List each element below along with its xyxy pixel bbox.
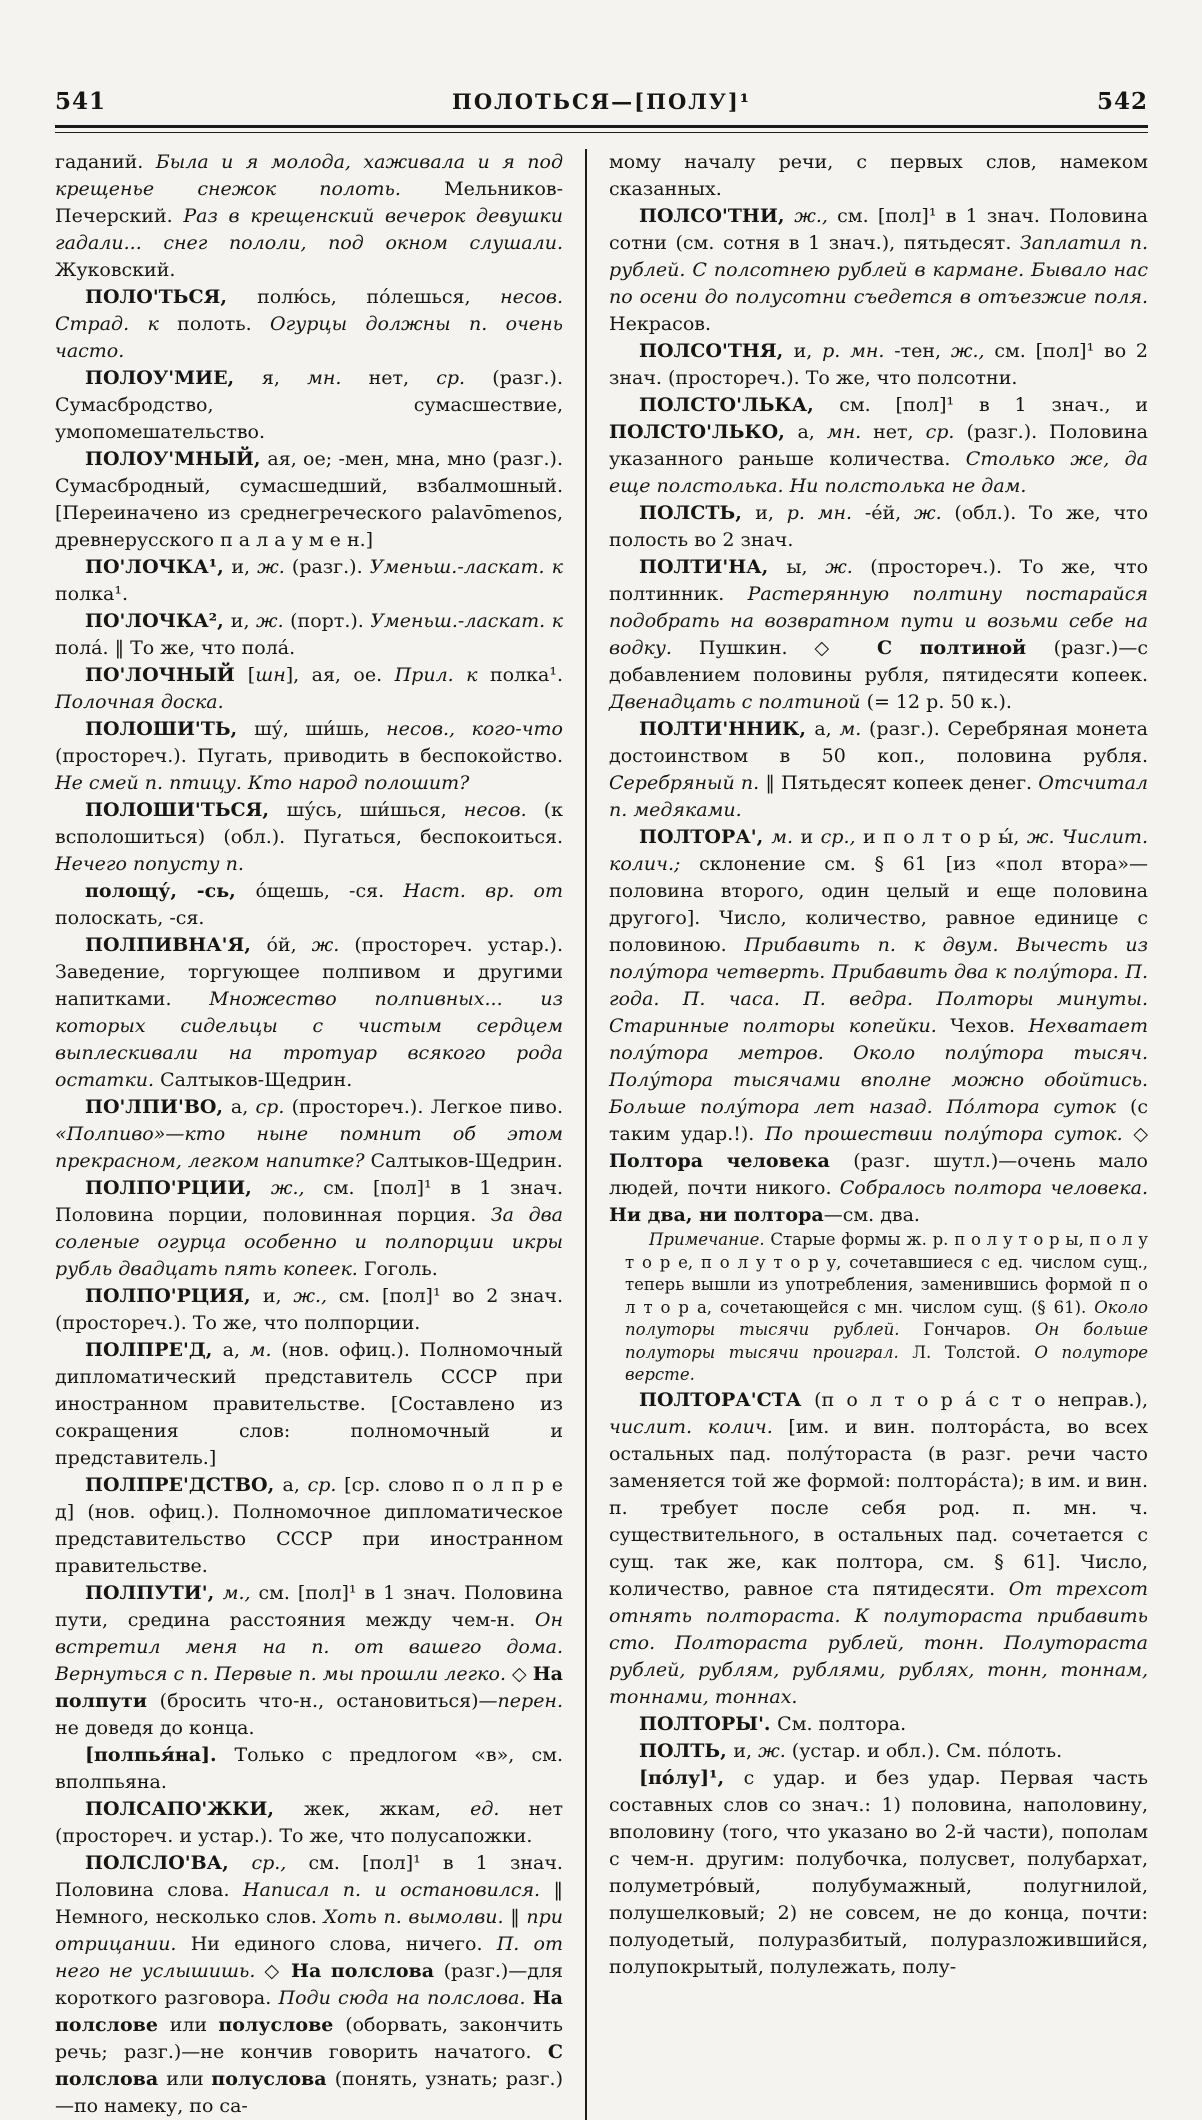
entry-text: ж. — [311, 934, 355, 956]
entry-headword-or-bold: ПО'ЛПИ'ВО, — [85, 1096, 231, 1118]
entry-text: ж. — [255, 610, 291, 632]
entry-text: шн — [255, 664, 286, 686]
entry-text: ◇ — [264, 1960, 292, 1982]
entry-text: при отрицании. — [55, 1906, 563, 1955]
running-title: ПОЛОТЬСЯ—[ПОЛУ]¹ — [452, 89, 751, 114]
dictionary-entry — [609, 338, 1148, 392]
entry-text: а, — [222, 1339, 250, 1361]
dictionary-entry — [55, 1742, 563, 1796]
entry-text: и, — [733, 1739, 759, 1762]
entry-text: ср. — [307, 1474, 345, 1496]
entry-text: Жуковский. — [55, 259, 176, 281]
entry-text: (= 12 р. 50 к.). — [866, 691, 1012, 713]
dictionary-entry — [55, 1337, 563, 1472]
page-number-left: 541 — [55, 88, 107, 115]
dictionary-entry — [55, 1283, 563, 1337]
dictionary-entry — [609, 554, 1148, 716]
entry-text: ая, ое; -мен, мна, мно (разг.). Сумасбродный, сумасшедший, взбалмошный. [Переиначено из среднегреческого palavōmenos, древнерусского п а л а у м е н.] — [55, 448, 564, 551]
entry-text: Серебряный п. — [609, 772, 766, 794]
entry-headword-or-bold: полуслове — [218, 2014, 346, 2036]
entry-headword-or-bold: С полтиной — [876, 637, 1054, 659]
entry-text: Не смей п. птицу. Кто народ полошит? — [55, 772, 470, 794]
dictionary-entry — [55, 1094, 563, 1175]
entry-text: (простореч. устар.). Заведение, торгующее полпивом и другими напитками. — [55, 934, 563, 1010]
entry-text: нет, — [368, 367, 437, 389]
entry-text: Написал п. и остановился. — [242, 1879, 554, 1901]
dictionary-entry — [55, 608, 563, 662]
column-divider — [585, 149, 587, 2120]
entry-text: Столько же, да еще полстолька. Ни полстолька не дам. — [609, 448, 1148, 497]
entry-text: полка¹. — [55, 583, 129, 605]
entry-text: [ — [247, 664, 256, 686]
entry-headword-or-bold: Полтора человека — [609, 1150, 854, 1172]
dictionary-entry — [55, 1580, 563, 1742]
entry-text: Только с предлогом «в», см. вполпьяна. — [55, 1744, 563, 1793]
entry-text: Л. Толстой. — [912, 1342, 1035, 1362]
entry-text: —см. два. — [823, 1204, 920, 1226]
entry-headword-or-bold: Ни два, ни полтора — [609, 1204, 824, 1226]
column-left — [55, 149, 563, 2120]
entry-headword-or-bold: ПОЛПРЕ'Д, — [85, 1339, 223, 1361]
entry-text: ж. — [758, 1739, 792, 1762]
entry-text: Хоть п. вымолви. — [323, 1906, 511, 1928]
entry-text: [им. и вин. полтора́ста, во всех остальных пад. полу́тораста (в разг. речи часто заменяется той же формой: полтора́ста); в им. и вин. п. требует после себя род. п. мн. ч. существительного, в остальных пад. сочетается с сущ. так же, как полтора, см. § 61]. Число, количество, равное ста пятидесяти. — [609, 1415, 1148, 1600]
entry-text: По прошествии полу́тора суток. — [765, 1123, 1134, 1145]
entry-text: нет (простореч. и устар.). То же, что полусапожки. — [55, 1798, 563, 1847]
entry-text: ж. Числит. колич.; — [609, 826, 1148, 875]
entry-text: склонение см. § 61 [из «пол втора»—половина второго, один целый и еще половина другого]. Число, количество, равное единице с половиною. — [609, 853, 1148, 956]
entry-text: Раз в крещенский вечерок девушки гадали... снег пололи, под окном слушали. — [55, 205, 563, 254]
entry-text: см. [пол]¹ в 1 знач., и — [839, 394, 1149, 416]
entry-text: Мельников-Печерский. — [55, 178, 563, 227]
entry-text: см. [пол]¹ во 2 знач. (простореч.). То же, что полпорции. — [55, 1285, 563, 1334]
entry-text: ‖ — [510, 1906, 527, 1928]
entry-text: м. — [249, 1339, 282, 1361]
entry-text: Ни единого слова, ничего. — [190, 1933, 497, 1955]
dictionary-entry — [609, 716, 1148, 824]
entry-text: Он встретил меня на п. от вашего дома. Вернуться с п. Первые п. мы прошли легко. — [55, 1609, 563, 1685]
entry-text: (обл.). То же, что полость во 2 знач. — [609, 502, 1149, 551]
entry-headword-or-bold: ПО'ЛОЧКА¹, — [85, 556, 232, 578]
entry-text: (разг.). Серебряная монета достоинством в 50 коп., половина рубля. — [609, 718, 1148, 767]
entry-text: нет, — [873, 421, 926, 443]
entry-text: ср., — [251, 1852, 309, 1874]
entry-text: (разг.). Сумасбродство, сумасшествие, умопомешательство. — [55, 367, 563, 443]
entry-text: ], ая, ое. — [285, 664, 395, 686]
entry-text: Заплатил п. рублей. С полсотнею рублей в кармане. Бывало нас по осени до полусотни съедется в отъезжие поля. — [609, 232, 1148, 308]
entry-headword-or-bold: ПОЛСО'ТНЯ, — [639, 340, 794, 362]
entry-text: ж., — [270, 1177, 324, 1199]
entry-text: несов., кого-что — [386, 718, 563, 740]
entry-text: о́й, — [266, 934, 312, 956]
page-number-right: 542 — [1096, 88, 1148, 115]
dictionary-entry — [55, 1472, 563, 1580]
entry-text: не доведя до конца. — [55, 1717, 255, 1739]
running-header — [55, 88, 1148, 115]
entry-text: Огурцы должны п. очень часто. — [55, 313, 563, 362]
entry-text: мому началу речи, с первых слов, намеком сказанных. — [609, 151, 1148, 200]
entry-text: -е́й, — [864, 502, 914, 524]
entry-text: Примечание. — [649, 1230, 771, 1249]
entry-text: и — [800, 826, 821, 848]
dictionary-entry — [55, 284, 563, 365]
entry-text: полка¹. — [489, 664, 563, 686]
entry-headword-or-bold: ПОЛСТЬ, — [639, 502, 756, 524]
entry-headword-or-bold: полощу́, -сь, — [85, 880, 256, 902]
entry-text: ‖ Немного, несколько слов. — [55, 1879, 564, 1928]
entry-text: Гончаров. — [923, 1320, 1035, 1339]
entry-text: я, — [261, 367, 308, 389]
entry-text: Полочная доска. — [55, 691, 224, 713]
dictionary-entry — [609, 500, 1148, 554]
entry-text: см. [пол]¹ в 1 знач. Половина пути, средина расстояния между чем-н. — [55, 1582, 563, 1631]
entry-text: «Полпиво»—кто ныне помнит об этом прекрасном, легком напитке? — [55, 1123, 563, 1172]
entry-text: -тен, — [894, 340, 951, 362]
entry-text: (простореч.). Легкое пиво. — [291, 1096, 563, 1118]
entry-text: Салтыков-Щедрин. — [370, 1150, 563, 1172]
entry-text: пола́. ‖ То же, что пола́. — [55, 637, 296, 659]
dictionary-entry — [55, 1175, 563, 1283]
entry-text: (простореч.). Пугать, приводить в беспокойство. — [55, 745, 563, 767]
entry-text: Нехватает полу́тора метров. Около полу́тора тысяч. Полу́тора тысячами вполне можно обойтись. Больше полу́тора лет назад. По́лтора суток — [609, 1015, 1148, 1118]
entry-headword-or-bold: ПОЛТЬ, — [639, 1739, 734, 1762]
entry-text: р. мн. — [822, 340, 895, 362]
dictionary-entry — [55, 1796, 563, 1850]
entry-text: ж., — [293, 1285, 339, 1307]
entry-text: см. [пол]¹ в 1 знач. Половина порции, половинная порция. — [55, 1177, 563, 1226]
entry-headword-or-bold: ПОЛТОРЫ'. — [639, 1712, 778, 1735]
entry-text: П. от него не услышишь. — [55, 1933, 564, 1982]
entry-text: полоть. — [177, 313, 271, 335]
dictionary-entry — [55, 662, 563, 716]
entry-headword-or-bold: ПОЛТОРА'СТА — [639, 1388, 815, 1411]
entry-text: см. [пол]¹ в 1 знач. Половина сотни (см. сотня в 1 знач.), пятьдесят. — [609, 205, 1148, 254]
entry-headword-or-bold: [по́лу]¹, — [639, 1766, 744, 1789]
entry-headword-or-bold: ПО'ЛОЧКА², — [85, 610, 231, 632]
entry-text: а, — [797, 421, 827, 443]
entry-text: мн. — [307, 367, 369, 389]
entry-text: (п о л т о р а́ с т о неправ.), — [814, 1388, 1148, 1411]
entry-text: (разг.). — [291, 556, 370, 578]
entry-text: см. [пол]¹ во 2 знач. (простореч.). То же, что полсотни. — [609, 340, 1149, 389]
entry-text: О полуторе версте. — [625, 1342, 1148, 1384]
dictionary-entry — [55, 797, 563, 878]
entry-text: (порт.). — [290, 610, 371, 632]
column-right — [609, 149, 1148, 2120]
entry-headword-or-bold: На полслова — [291, 1960, 444, 1982]
entry-headword-or-bold: ПО'ЛОЧНЫЙ — [85, 664, 248, 686]
entry-text: ср., — [820, 826, 864, 848]
entry-text: Салтыков-Щедрин. — [160, 1069, 353, 1091]
entry-text: (понять, узнать; разг.)—по намеку, по са- — [55, 2068, 564, 2117]
entry-text: (устар. и обл.). См. по́лоть. — [791, 1739, 1063, 1762]
entry-text: Пушкин. ◇ — [698, 637, 877, 659]
entry-text: а, — [282, 1474, 308, 1496]
entry-headword-or-bold: ПОЛТИ'НА, — [639, 556, 787, 578]
entry-text: Множество полпивных... из которых сидельцы с чистым сердцем выплескивали на тротуар всякого рода остатки. — [55, 988, 563, 1091]
entry-headword-or-bold: ПОЛТИ'ННИК, — [639, 718, 815, 740]
entry-text: шу́, ши́шь, — [254, 718, 387, 740]
entry-text: жек, жкам, — [303, 1798, 471, 1820]
entry-text: см. [пол]¹ в 1 знач. Половина слова. — [55, 1852, 563, 1901]
entry-headword-or-bold: ПОЛОУ'МИЕ, — [85, 367, 262, 389]
entry-text: и, — [793, 340, 823, 362]
entry-text: ж. — [825, 556, 871, 578]
entry-headword-or-bold: ПОЛОУ'МНЫЙ, — [85, 448, 268, 470]
entry-text: и п о л т о р ы́, — [863, 826, 1027, 848]
entry-text: гаданий. — [55, 151, 156, 173]
entry-text: Уменьш.-ласкат. к — [370, 610, 563, 632]
dictionary-entry — [609, 1738, 1148, 1765]
entry-text: ы, — [786, 556, 826, 578]
dictionary-entry — [55, 149, 563, 284]
entry-text: Гоголь. — [363, 1258, 438, 1280]
entry-headword-or-bold: ПОЛСО'ТНИ, — [639, 205, 795, 227]
entry-text: Чехов. — [950, 1015, 1029, 1037]
entry-text: Отсчитал п. медяками. — [609, 772, 1148, 821]
entry-text: См. полтора. — [777, 1712, 907, 1735]
entry-text: Поди сюда на полслова. — [278, 1987, 533, 2009]
dictionary-entry — [55, 1850, 563, 2120]
entry-text: и, — [755, 502, 787, 524]
entry-text: За два соленые огурца особенно и полпорции икры рубль двадцать пять копеек. — [55, 1204, 563, 1280]
entry-headword-or-bold: полуслова — [211, 2068, 335, 2090]
entry-text: а, — [814, 718, 840, 740]
entry-text: Прил. к — [394, 664, 490, 686]
entry-text: Около полуторы тысячи рублей. — [625, 1297, 1148, 1339]
dictionary-entry — [609, 392, 1148, 500]
entry-text: несов. Страд. к — [55, 286, 563, 335]
entry-text: ж., — [794, 205, 838, 227]
entry-text: ‖ Пятьдесят копеек денег. — [765, 772, 1039, 794]
entry-text: о́щешь, -ся. — [255, 880, 404, 902]
entry-text: (разг.)—для короткого разговора. — [55, 1960, 564, 2009]
entry-text: р. мн. — [786, 502, 865, 524]
entry-headword-or-bold: ПОЛОШИ'ТЬСЯ, — [85, 799, 287, 821]
entry-text: полю́сь, по́лешься, — [257, 286, 501, 308]
entry-text: или — [169, 2014, 219, 2036]
entry-text: перен. — [497, 1690, 563, 1712]
entry-text: ◇ — [512, 1663, 533, 1685]
entry-text: несов. — [463, 799, 544, 821]
entry-headword-or-bold: ПОЛСАПО'ЖКИ, — [85, 1798, 304, 1820]
entry-headword-or-bold: ПОЛТОРА', — [639, 826, 772, 848]
entry-headword-or-bold: ПОЛСТО'ЛЬКО, — [609, 421, 798, 443]
entry-text: ж. — [913, 502, 955, 524]
entry-text: ед. — [470, 1798, 529, 1820]
entry-text: или — [166, 2068, 212, 2090]
entry-headword-or-bold: На полслове — [55, 1987, 563, 2036]
entry-text: с удар. и без удар. Первая часть составных слов со знач.: 1) половина, наполовину, вполовину (того, что указано во 2-й части), пополам с чем-н. другим: полубочка, полусвет, полубархат, полуметро́вый, полубумажный, полугнилой, полушелковый; 2) не совсем, не до конца, почти: полуодетый, полуразбитый, полуразложившийся, полупокрытый, полулежать, полу- — [609, 1766, 1148, 1978]
entry-text: мн. — [826, 421, 874, 443]
entry-text: Старые формы ж. р. п о л у т о р ы, п о л у т о р е, п о л у т о р у, сочетавшиеся с ед. числом сущ., теперь вышли из употребления, заменившись формой п о л т о р а, сочетающейся с мн. числом сущ. (§ 61). — [625, 1230, 1149, 1317]
entry-text: числит. колич. — [609, 1415, 789, 1438]
text-columns — [55, 149, 1148, 2120]
entry-text: Уменьш.-ласкат. к — [369, 556, 563, 578]
entry-headword-or-bold: ПОЛО'ТЬСЯ, — [85, 286, 258, 308]
entry-headword-or-bold: ПОЛПРЕ'ДСТВО, — [85, 1474, 283, 1496]
dictionary-entry — [55, 446, 563, 554]
entry-headword-or-bold: ПОЛОШИ'ТЬ, — [85, 718, 255, 740]
entry-text: и, — [231, 556, 258, 578]
entry-text: (простореч.). То же, что полтинник. — [609, 556, 1149, 605]
entry-headword-or-bold: С полслова — [55, 2041, 563, 2090]
dictionary-entry — [609, 149, 1148, 203]
entry-text: Некрасов. — [609, 313, 711, 335]
entry-text: (разг.). Половина указанного раньше количества. — [609, 421, 1149, 470]
entry-text: Собралось полтора человека. — [839, 1177, 1148, 1199]
entry-text: Растерянную полтину постарайся подобрать на возвратном пути и возьми себе на водку. — [609, 583, 1149, 659]
entry-headword-or-bold: ПОЛПУТИ', — [85, 1582, 223, 1604]
dictionary-entry — [609, 203, 1148, 338]
entry-text: ср. — [925, 421, 967, 443]
entry-text: Он больше полуторы тысячи проиграл. — [625, 1320, 1148, 1362]
entry-text: [ср. слово п о л п р е д] (нов. офиц.). Полномочное дипломатическое представительство СССР при иностранном правительстве. — [55, 1474, 563, 1577]
entry-text: (с таким удар.!). — [609, 1096, 1148, 1145]
dictionary-entry — [55, 932, 563, 1094]
entry-headword-or-bold: ПОЛПО'РЦИИ, — [85, 1177, 271, 1199]
entry-headword-or-bold: [полпья́на]. — [85, 1744, 235, 1766]
entry-text: а, — [230, 1096, 256, 1118]
dictionary-entry — [609, 1765, 1148, 1981]
dictionary-entry — [609, 824, 1148, 1229]
dictionary-entry — [55, 554, 563, 608]
entry-text: ж. — [257, 556, 292, 578]
entry-text: Прибавить п. к двум. Вычесть из полу́тора четверть. Прибавить два к полу́тора. П. года. П. часа. П. ведра. Полторы минуты. Старинные полторы копейки. — [609, 934, 1149, 1037]
entry-text: Двенадцать с полтиной — [609, 691, 867, 713]
entry-headword-or-bold: На полпути — [55, 1663, 563, 1712]
entry-text: (разг.)—с добавлением половины рубля, пятидесяти копеек. — [609, 637, 1148, 686]
entry-text: ср. — [436, 367, 493, 389]
dictionary-entry — [609, 1387, 1148, 1711]
entry-headword-or-bold: ПОЛПИВНА'Я, — [85, 934, 267, 956]
entry-text: (разг. шутл.)—очень мало людей, почти никого. — [609, 1150, 1148, 1199]
dictionary-entry — [625, 1229, 1148, 1387]
entry-text: Была и я молода, хаживала и я под крещенье снежок полоть. — [55, 151, 563, 200]
entry-text: (к всполошиться) (обл.). Пугаться, беспокоиться. — [55, 799, 563, 848]
entry-text: и, — [262, 1285, 294, 1307]
entry-text: шу́сь, ши́шься, — [286, 799, 464, 821]
dictionary-entry — [55, 878, 563, 932]
entry-text: м., — [222, 1582, 259, 1604]
entry-text: м. — [839, 718, 870, 740]
dictionary-entry — [55, 716, 563, 797]
entry-headword-or-bold: ПОЛСЛО'ВА, — [85, 1852, 252, 1874]
entry-text: Нечего попусту п. — [55, 853, 244, 875]
entry-text: полоскать, -ся. — [55, 907, 205, 929]
entry-headword-or-bold: ПОЛСТО'ЛЬКА, — [639, 394, 840, 416]
dictionary-entry — [609, 1711, 1148, 1738]
entry-text: Наст. вр. от — [403, 880, 564, 902]
entry-text: и, — [230, 610, 256, 632]
entry-text: ср. — [255, 1096, 292, 1118]
header-rule — [55, 125, 1148, 133]
entry-text: м. — [771, 826, 801, 848]
dictionary-entry — [55, 365, 563, 446]
entry-text: ◇ — [1133, 1123, 1149, 1145]
entry-text: (нов. офиц.). Полномочный дипломатический представитель СССР при иностранном правительстве. [Составлено из сокращения слов: полномочный и представитель.] — [55, 1339, 563, 1469]
entry-headword-or-bold: ПОЛПО'РЦИЯ, — [85, 1285, 263, 1307]
entry-text: ж., — [950, 340, 995, 362]
entry-text: (бросить что-н., остановиться)— — [159, 1690, 498, 1712]
entry-text: От трехсот отнять полтораста. К полутораста прибавить сто. Полтораста рублей, тонн. Полутораста рублей, рублям, рублями, рублях, тонн, тоннам, тоннами, тоннах. — [609, 1577, 1148, 1708]
entry-text: (оборвать, закончить речь; разг.)—не кончив говорить начатого. — [55, 2014, 563, 2063]
